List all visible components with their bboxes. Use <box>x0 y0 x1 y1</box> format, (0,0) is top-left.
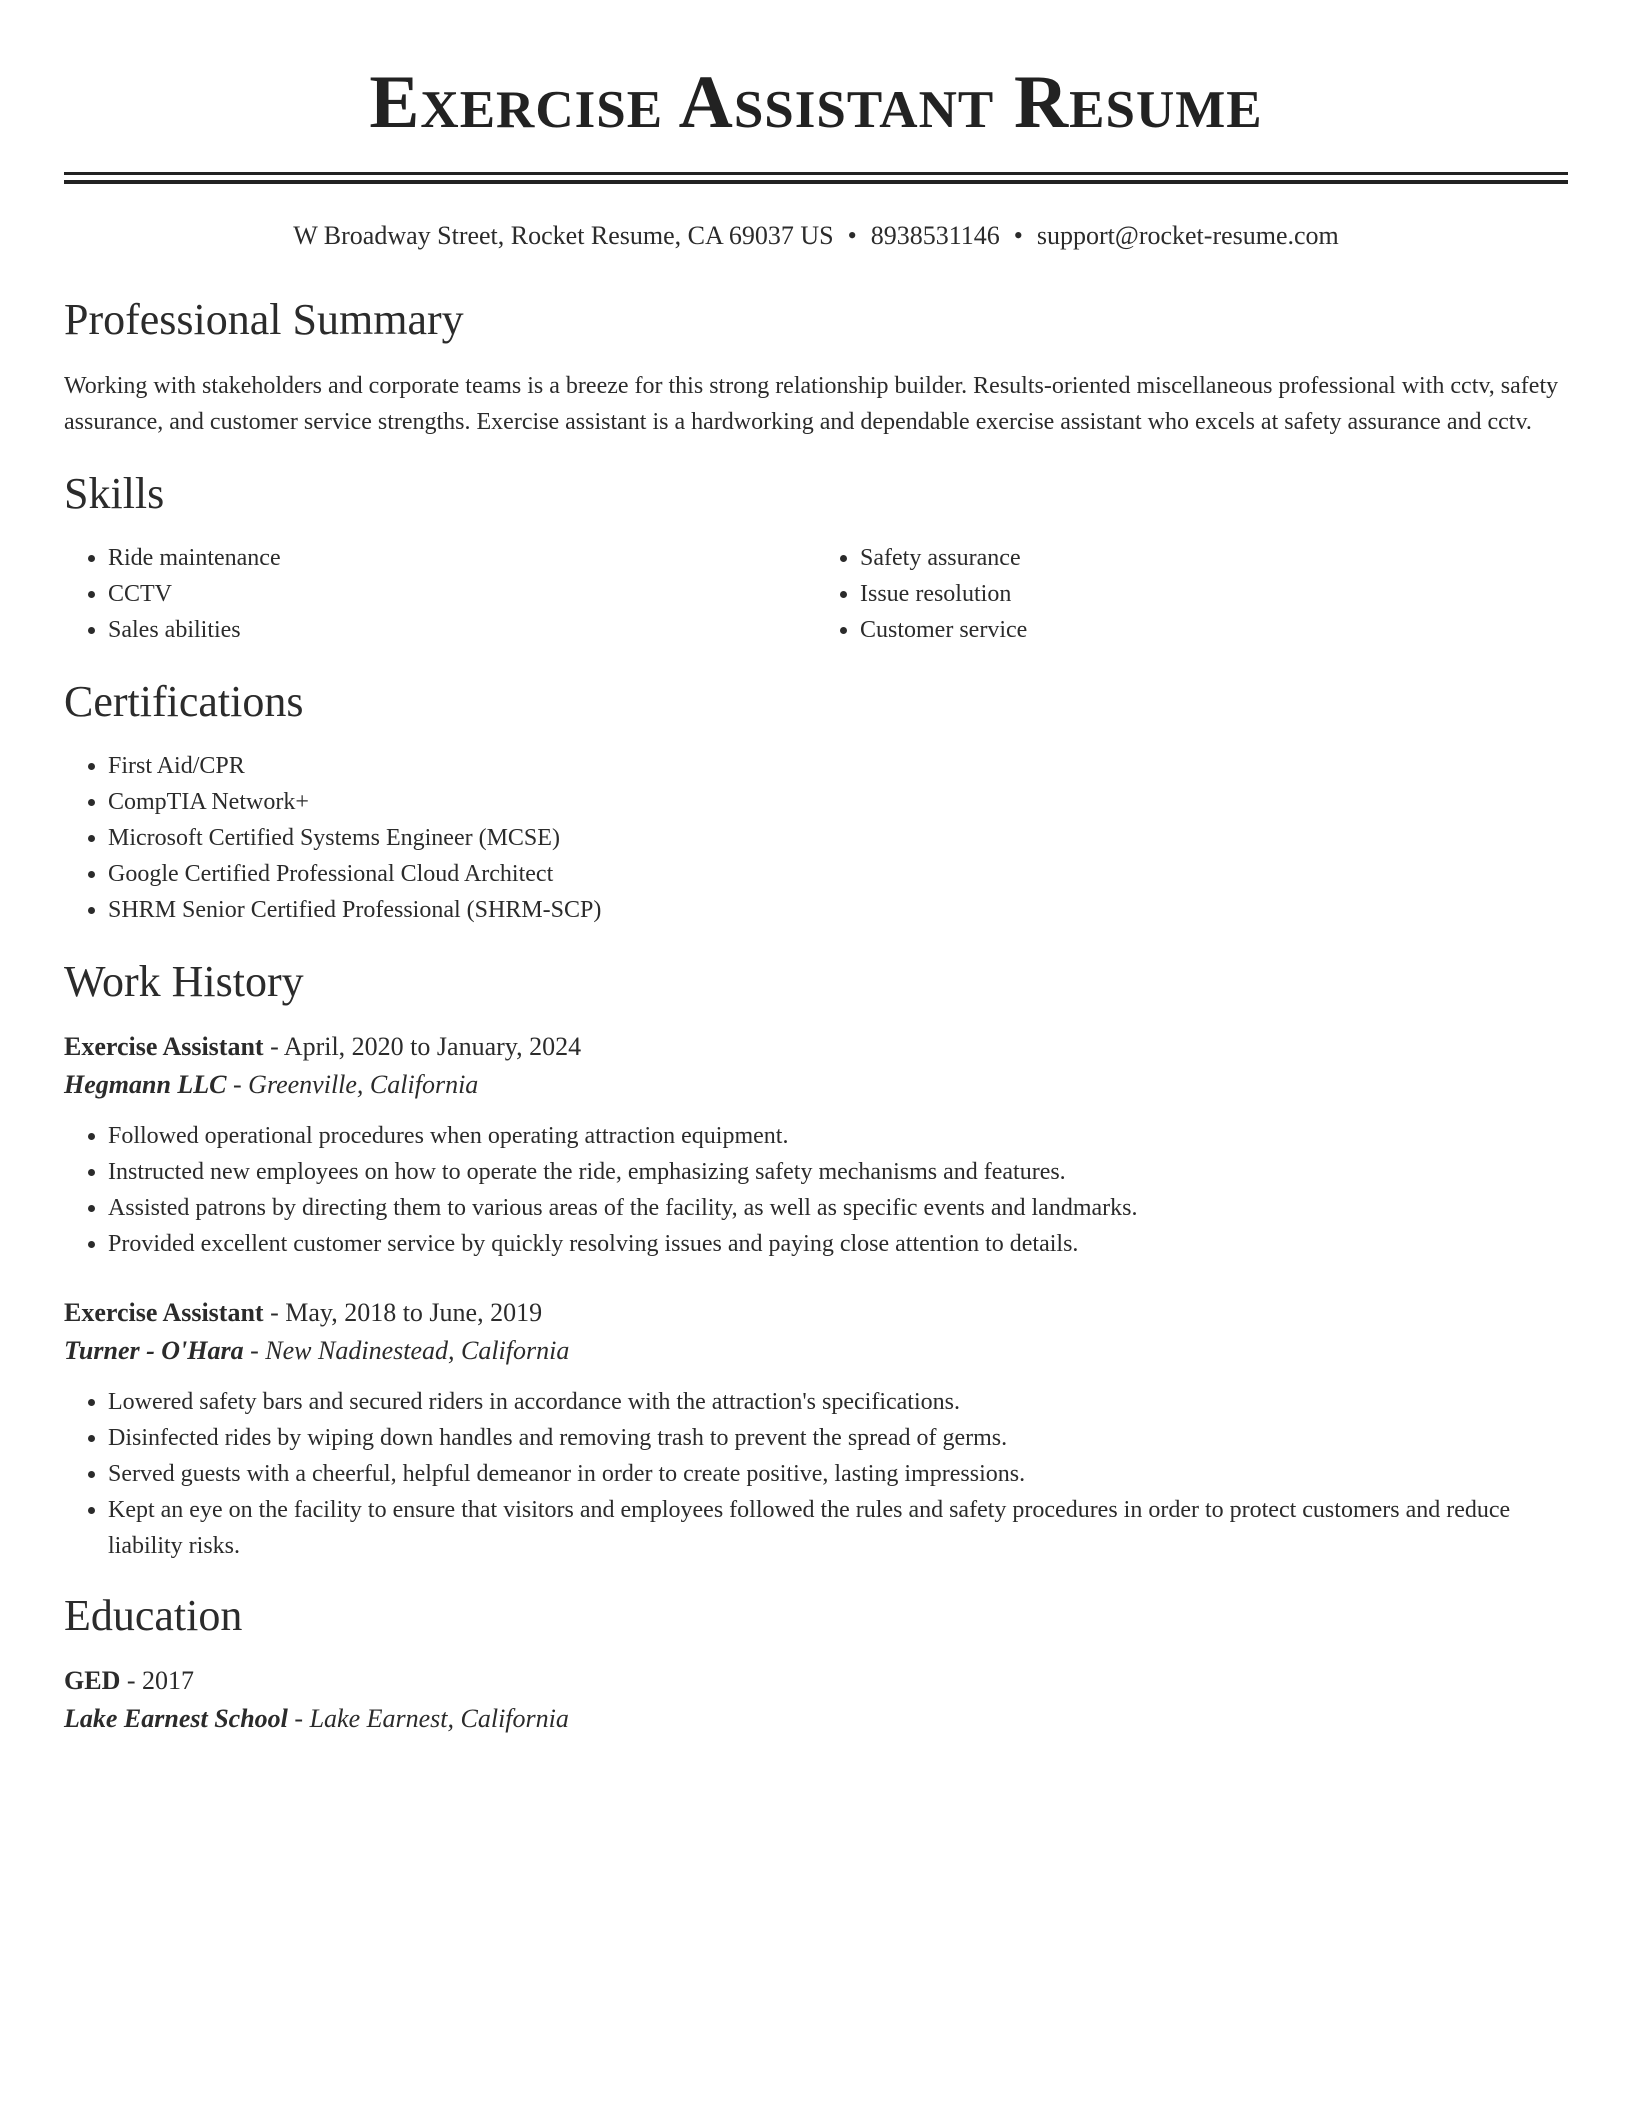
skill-item: • Issue resolution <box>860 576 1568 612</box>
job-location: - New Nadinestead, California <box>243 1336 570 1365</box>
education-degree-line <box>64 1662 1568 1700</box>
skill-item: • Sales abilities <box>108 612 816 648</box>
job-bullet: • Disinfected rides by wiping down handles and removing trash to prevent the spread of germs. <box>108 1420 1568 1456</box>
job-entry <box>64 1028 1568 1262</box>
title-rule-bottom <box>64 180 1568 184</box>
job-entry <box>64 1294 1568 1564</box>
title-rule-top <box>64 172 1568 175</box>
job-location: - Greenville, California <box>226 1070 479 1099</box>
education-degree: GED <box>64 1666 121 1695</box>
skills-heading: Skills <box>64 469 165 518</box>
job-bullets <box>64 1384 1568 1564</box>
job-title-line <box>64 1028 1568 1066</box>
education-school: Lake Earnest School <box>64 1704 288 1733</box>
skill-item: • CCTV <box>108 576 816 612</box>
summary-text: Working with stakeholders and corporate teams is a breeze for this strong relationship builder. Results-oriented miscellaneous professional with cctv, safety assurance, and customer service strengths. Exercise assistant is a hardworking and dependable exercise assistant who excels at safety assurance and cctv. <box>64 373 1559 435</box>
job-company: Turner - O'Hara <box>64 1336 244 1365</box>
job-bullet: • Served guests with a cheerful, helpful demeanor in order to create positive, lasting impressions. <box>108 1456 1568 1492</box>
job-bullet: • Instructed new employees on how to operate the ride, emphasizing safety mechanisms and features. <box>108 1154 1568 1190</box>
contact-address: W Broadway Street, Rocket Resume, CA 69037 US <box>293 221 834 250</box>
contact-separator: • <box>847 221 857 250</box>
education-location: - Lake Earnest, California <box>287 1704 569 1733</box>
skills-list <box>64 540 1568 648</box>
certification-item: • Microsoft Certified Systems Engineer (MCSE) <box>108 820 1568 856</box>
job-company-line <box>64 1332 1568 1370</box>
job-dates: - April, 2020 to January, 2024 <box>263 1032 582 1061</box>
skill-item: • Safety assurance <box>860 540 1568 576</box>
job-title: Exercise Assistant <box>64 1298 264 1327</box>
certifications-list <box>64 748 1568 928</box>
certification-item: • SHRM Senior Certified Professional (SHRM-SCP) <box>108 892 1568 928</box>
skill-item: • Ride maintenance <box>108 540 816 576</box>
education-year: - 2017 <box>120 1666 195 1695</box>
skills-column-left <box>64 540 816 648</box>
skill-item: • Customer service <box>860 612 1568 648</box>
contact-line <box>64 220 1568 252</box>
job-company-line <box>64 1066 1568 1104</box>
job-company: Hegmann LLC <box>64 1070 227 1099</box>
education-heading: Education <box>64 1591 243 1640</box>
skills-column-right <box>816 540 1568 648</box>
contact-separator: • <box>1013 221 1023 250</box>
job-title-line <box>64 1294 1568 1332</box>
job-dates: - May, 2018 to June, 2019 <box>263 1298 543 1327</box>
contact-phone: 8938531146 <box>870 221 1000 250</box>
contact-email[interactable]: support@rocket-resume.com <box>1036 221 1339 250</box>
certification-item: • CompTIA Network+ <box>108 784 1568 820</box>
resume-title: Exercise Assistant Resume <box>369 61 1263 144</box>
job-bullet: • Provided excellent customer service by quickly resolving issues and paying close attention to details. <box>108 1226 1568 1262</box>
job-bullet: • Assisted patrons by directing them to various areas of the facility, as well as specific events and landmarks. <box>108 1190 1568 1226</box>
certifications-heading: Certifications <box>64 677 304 726</box>
education-school-line <box>64 1700 1568 1738</box>
job-title: Exercise Assistant <box>64 1032 264 1061</box>
certification-item: • First Aid/CPR <box>108 748 1568 784</box>
job-bullets <box>64 1118 1568 1262</box>
job-bullet: • Kept an eye on the facility to ensure that visitors and employees followed the rules and safety procedures in order to protect customers and reduce liability risks. <box>108 1492 1568 1564</box>
summary-heading: Professional Summary <box>64 295 464 344</box>
job-bullet: • Followed operational procedures when operating attraction equipment. <box>108 1118 1568 1154</box>
job-bullet: • Lowered safety bars and secured riders in accordance with the attraction's specifications. <box>108 1384 1568 1420</box>
certification-item: • Google Certified Professional Cloud Architect <box>108 856 1568 892</box>
work-history-heading: Work History <box>64 957 304 1006</box>
